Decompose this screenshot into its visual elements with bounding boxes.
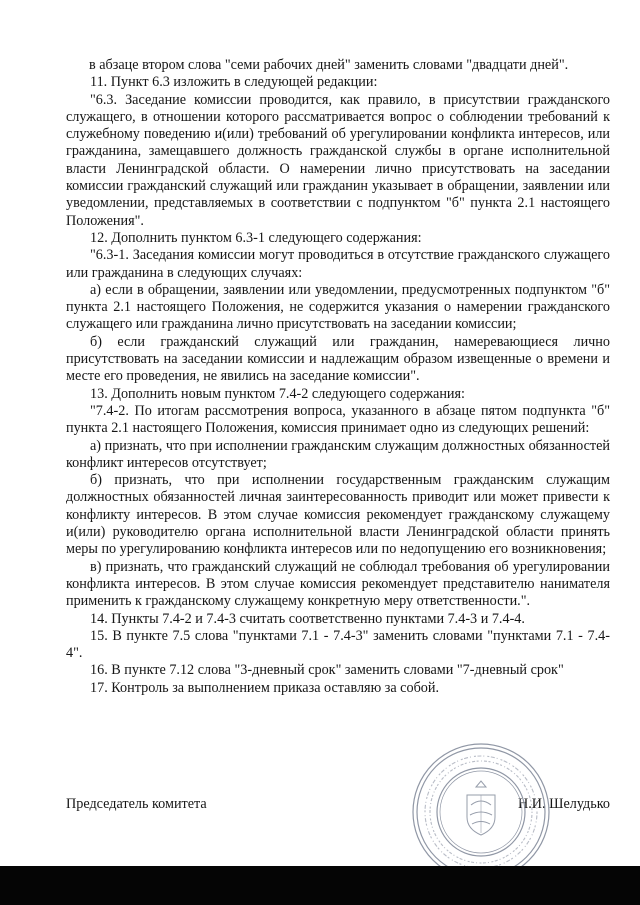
paragraph-7-4-2-v: в) признать, что гражданский служащий не соблюдал требования об урегулировании конфликта интересов. В этом случае комиссия рекомендует представителю нанимателя применить к гражданскому служащему конкретную меру ответственности.". — [66, 558, 610, 610]
paragraph-6-3-1: "6.3-1. Заседания комиссии могут проводиться в отсутствие гражданского служащего или гражданина в следующих случаях: — [66, 247, 610, 281]
stamp-emblem-icon — [467, 781, 495, 835]
official-stamp — [406, 737, 556, 887]
paragraph-item-16: 16. В пункте 7.12 слова "3-дневный срок" заменить словами "7-дневный срок" — [90, 662, 564, 679]
paragraph-item-11: 11. Пункт 6.3 изложить в следующей редакции: — [90, 74, 378, 91]
paragraph-7-4-2-a: а) признать, что при исполнении гражданским служащим должностных обязанностей конфликт интересов отсутствует; — [66, 437, 610, 471]
paragraph-6-3-1-b: б) если гражданский служащий или гражданин, намеревающиеся лично присутствовать на заседании комиссии и надлежащим образом извещенные о времени и месте его проведения, не явились на заседание комиссии". — [66, 333, 610, 385]
signatory-name: Н.И. Шелудько — [518, 796, 610, 812]
paragraph-item-13: 13. Дополнить новым пунктом 7.4-2 следующего содержания: — [90, 385, 465, 402]
signatory-position: Председатель комитета — [66, 796, 207, 812]
paragraph-item-14: 14. Пункты 7.4-2 и 7.4-3 считать соответственно пунктами 7.4-3 и 7.4-4. — [90, 610, 525, 627]
paragraph-6-3-1-a: а) если в обращении, заявлении или уведомлении, предусмотренных подпунктом "б" пункта 2.1 настоящего Положения, не содержится указания о намерении гражданского служащего или гражданина лично присутствовать на заседании комиссии; — [66, 281, 610, 333]
paragraph-abzac-vtoroy: в абзаце втором слова "семи рабочих дней" заменить словами "двадцати дней". — [89, 57, 569, 73]
paragraph-6-3: "6.3. Заседание комиссии проводится, как правило, в присутствии гражданского служащего, в отношении которого рассматривается вопрос о соблюдении требований к служебному поведению и(или) требований об урегулировании конфликта интересов, или гражданина, замещавшего должность гражданской службы в органе исполнительной власти Ленинградской области. О намерении лично присутствовать на заседании комиссии гражданский служащий или гражданин указывает в обращении, заявлении или уведомлении, представляемых в соответствии с подпунктом "б" пункта 2.1 настоящего Положения". — [66, 91, 610, 229]
scan-bottom-bar — [0, 866, 640, 905]
paragraph-item-12: 12. Дополнить пунктом 6.3-1 следующего содержания: — [90, 229, 422, 246]
document-body — [66, 57, 610, 697]
paragraph-7-4-2: "7.4-2. По итогам рассмотрения вопроса, указанного в абзаце пятом подпункта "б" пункта 2.1 настоящего Положения, комиссия принимает одно из следующих решений: — [66, 402, 610, 437]
paragraph-item-15: 15. В пункте 7.5 слова "пунктами 7.1 - 7.4-3" заменить словами "пунктами 7.1 - 7.4-4". — [66, 627, 610, 662]
paragraph-item-17: 17. Контроль за выполнением приказа оставляю за собой. — [90, 679, 440, 696]
paragraph-7-4-2-b: б) признать, что при исполнении государственным гражданским служащим должностных обязанностей личная заинтересованность приводит или может привести к конфликту интересов. В этом случае комиссия рекомендует гражданскому служащему и(или) руководителю органа исполнительной власти Ленинградской области принять меры по урегулированию конфликта интересов или по недопущению его возникновения; — [66, 472, 610, 558]
